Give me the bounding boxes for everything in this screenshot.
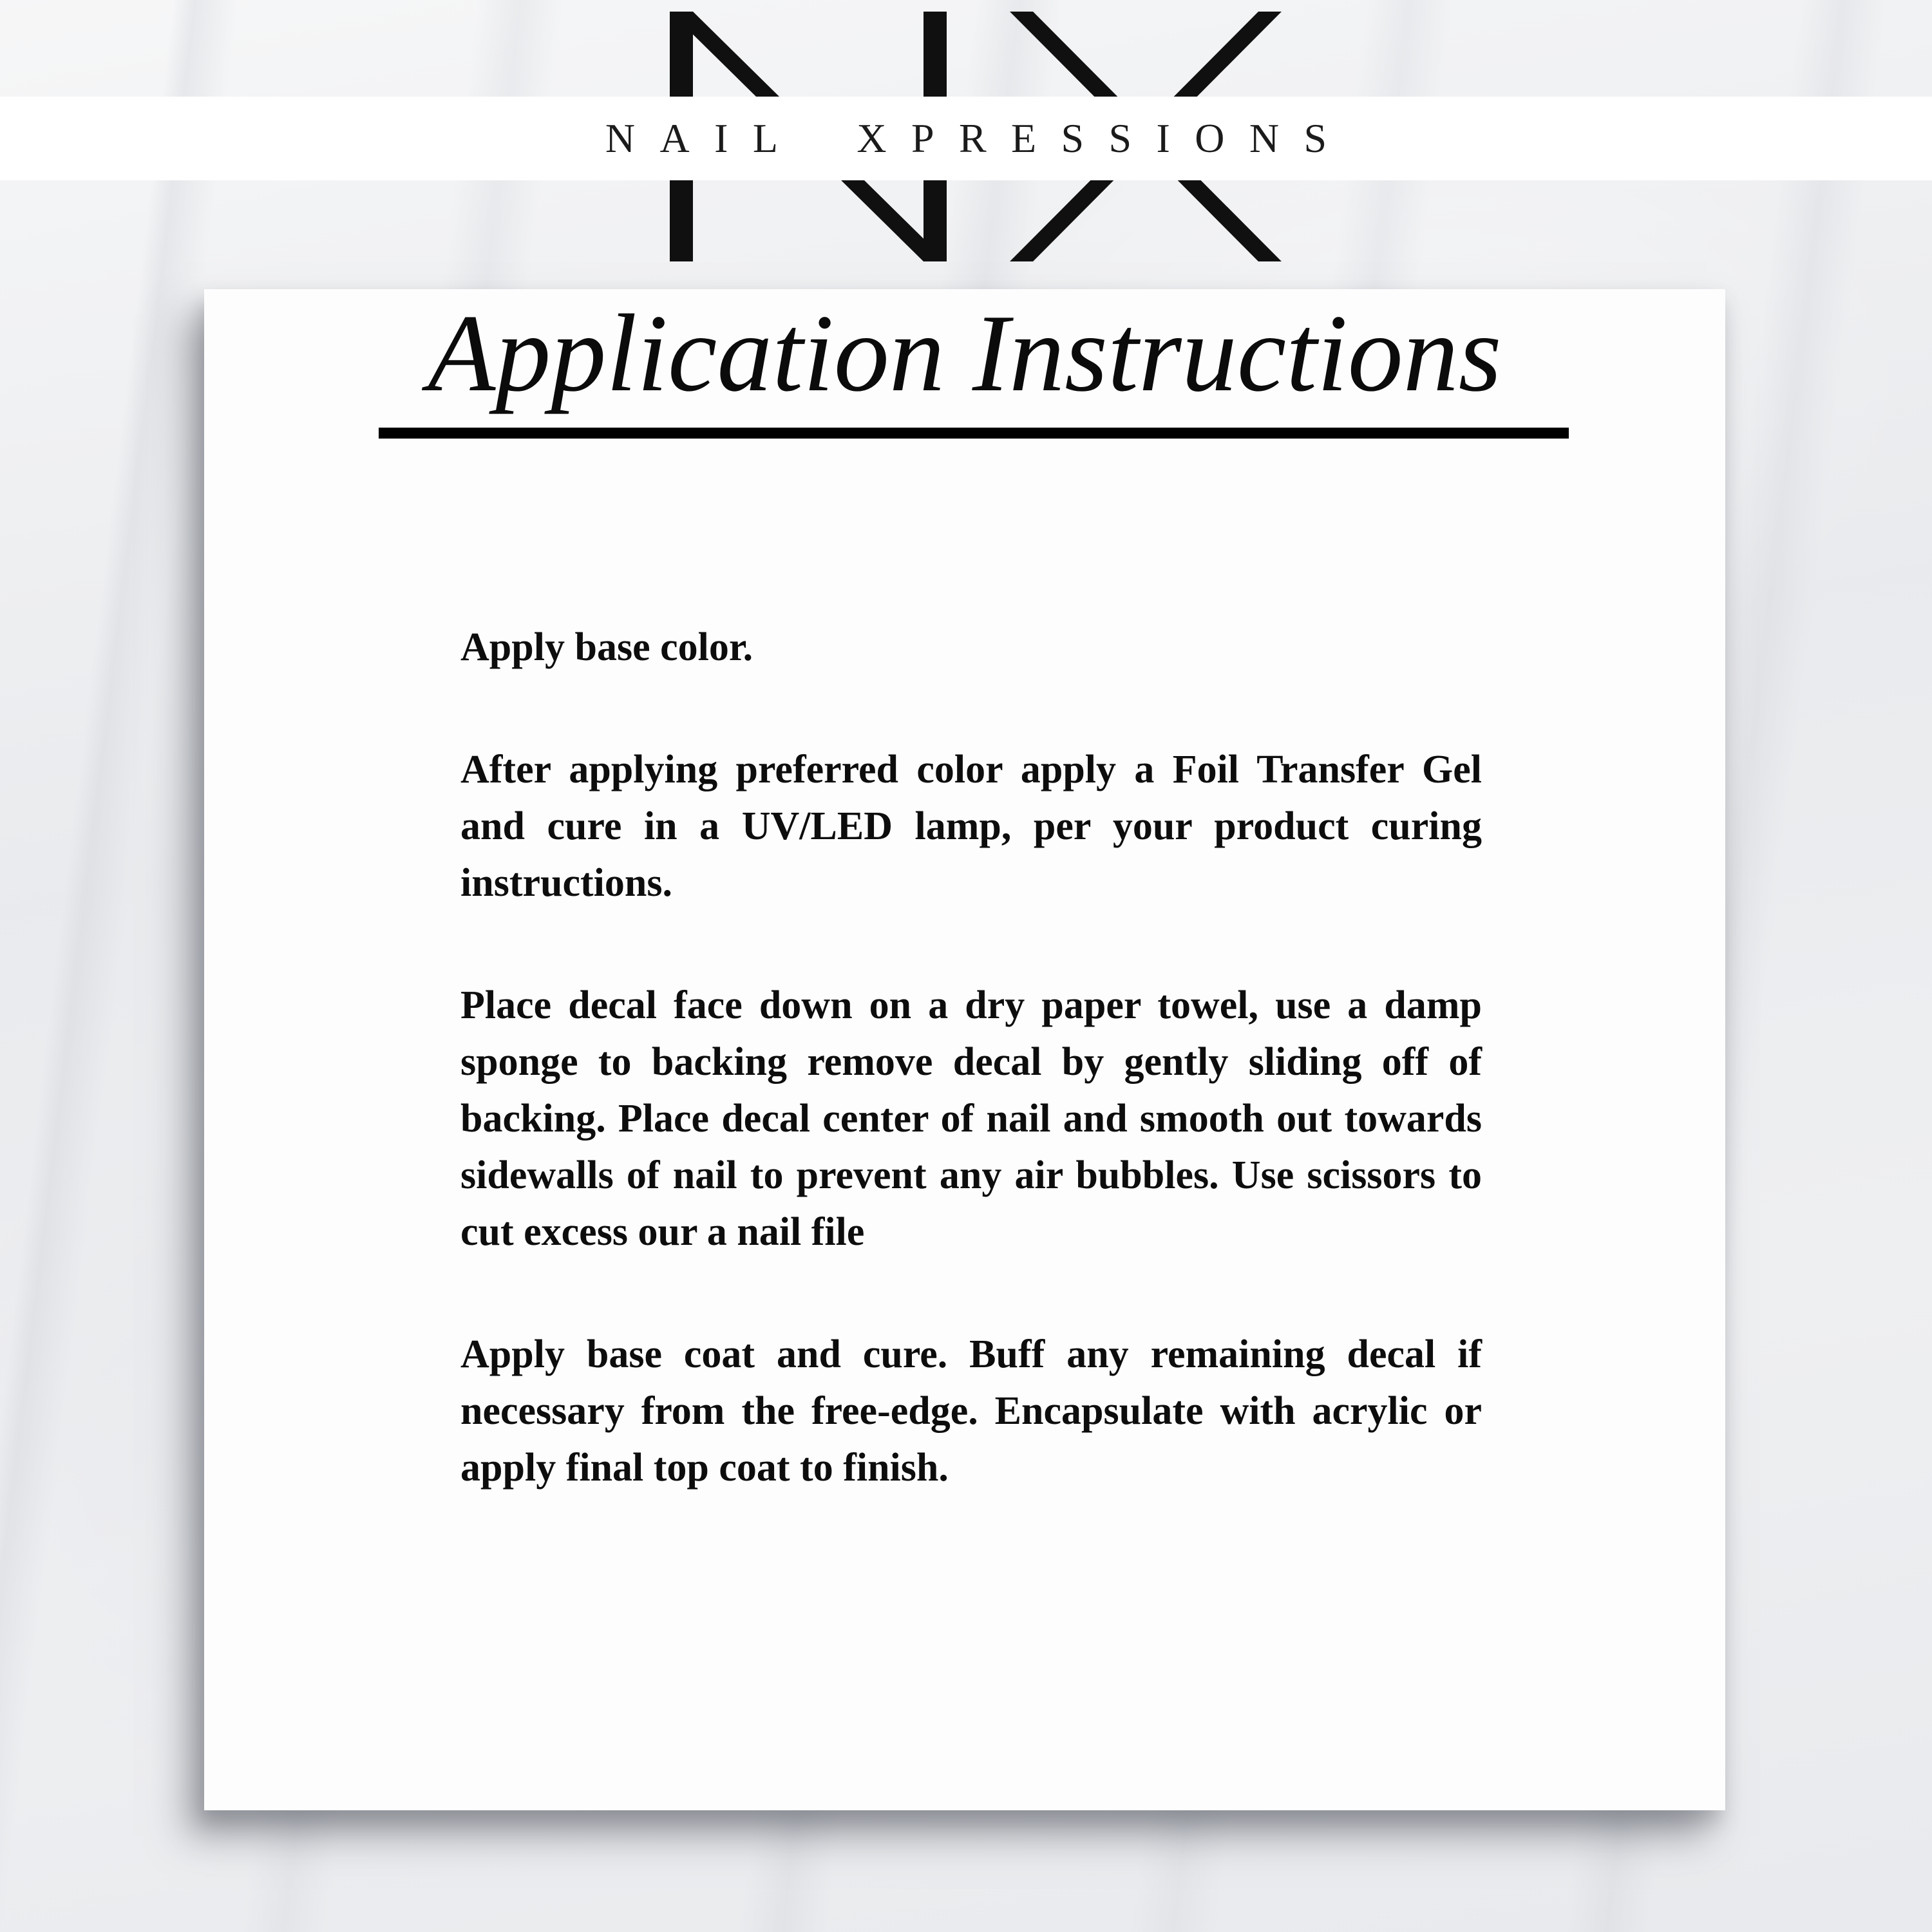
instruction-card bbox=[204, 289, 1725, 1810]
card-title: Application Instructions bbox=[428, 292, 1502, 415]
instruction-paragraph: Apply base color. bbox=[460, 625, 753, 669]
brand-band-text: NAIL XPRESSIONS bbox=[605, 115, 1352, 161]
brand-band bbox=[0, 97, 1932, 180]
instruction-paragraph: Apply base coat and cure. Buff any remaining decal if necessary from the free-edge. Encapsulate with acrylic or apply final top coat to finish. bbox=[460, 1332, 1482, 1490]
instruction-paragraph: After applying preferred color apply a Foil Transfer Gel and cure in a UV/LED lamp, per your product curing instructions. bbox=[460, 748, 1482, 905]
instruction-paragraph: Place decal face down on a dry paper towel, use a damp sponge to backing remove decal by gently sliding off of backing. Place decal center of nail and smooth out towards sidewalls of nail to prevent any air bubbles. Use scissors to cut excess our a nail file bbox=[460, 983, 1482, 1254]
instruction-body bbox=[460, 619, 1482, 1496]
title-underline bbox=[379, 428, 1569, 439]
